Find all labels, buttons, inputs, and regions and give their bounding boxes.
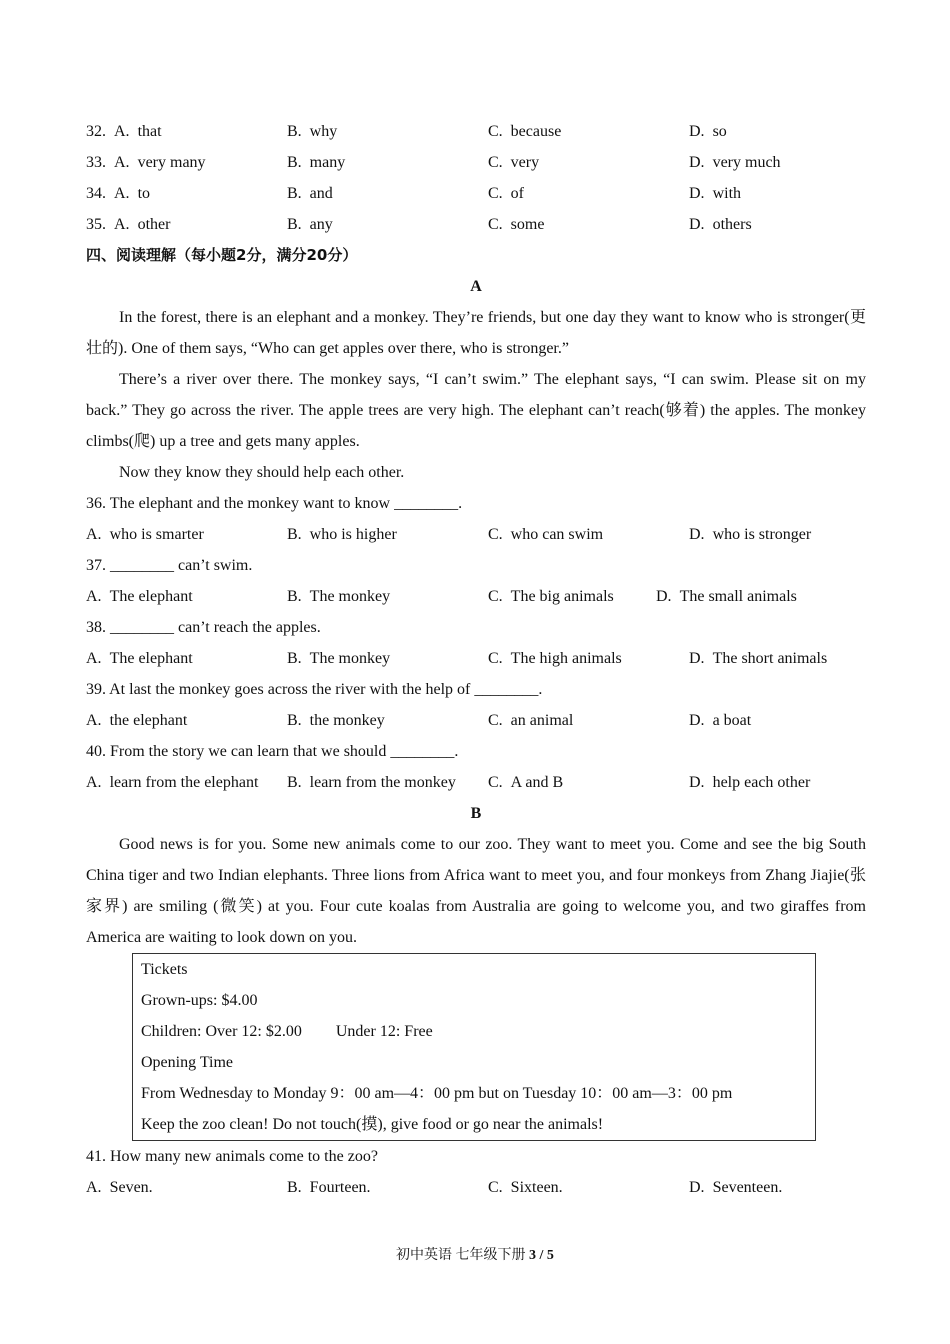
question-40-stem: 40. From the story we can learn that we should ________. bbox=[86, 743, 459, 760]
opening-time-heading: Opening Time bbox=[141, 1054, 234, 1071]
option-d: D. The short animals bbox=[689, 650, 828, 667]
option-a: 32. A. that bbox=[86, 123, 162, 140]
question-37-options bbox=[86, 581, 866, 612]
page-number: 3 / 5 bbox=[529, 1248, 554, 1263]
passage-a-paragraph-3: Now they know they should help each other. bbox=[119, 464, 405, 481]
zoo-rules: Keep the zoo clean! Do not touch(摸), give food or go near the animals! bbox=[141, 1116, 604, 1133]
option-d: D. Seventeen. bbox=[689, 1179, 783, 1196]
question-35 bbox=[86, 209, 866, 240]
option-a: 34. A. to bbox=[86, 185, 151, 202]
option-b: B. and bbox=[287, 185, 333, 202]
option-a: A. the elephant bbox=[86, 712, 188, 729]
question-40-options bbox=[86, 767, 866, 798]
option-c: C. who can swim bbox=[488, 526, 604, 543]
option-c: C. because bbox=[488, 123, 562, 140]
option-d: D. help each other bbox=[689, 774, 811, 791]
option-a: A. learn from the elephant bbox=[86, 774, 259, 791]
option-b: B. learn from the monkey bbox=[287, 774, 456, 791]
option-b: B. The monkey bbox=[287, 650, 391, 667]
question-39-stem: 39. At last the monkey goes across the river with the help of ________. bbox=[86, 681, 543, 698]
passage-b-paragraph-1: Good news is for you. Some new animals come to our zoo. They want to meet you. Come and see the big South China tiger and two Indian elephants. Three lions from Africa want to meet you, and four monkeys from Zhang Jiajie(张家界) are smiling (微笑) at you. Four cute koalas from Australia are going to welcome you, and two giraffes from America are waiting to look down on you. bbox=[86, 836, 866, 946]
option-a: 33. A. very many bbox=[86, 154, 206, 171]
option-a: A. The elephant bbox=[86, 588, 193, 605]
question-32 bbox=[86, 116, 866, 147]
question-41-options bbox=[86, 1172, 866, 1203]
section-title: 四、阅读理解（每小题2分，满分20分） bbox=[86, 246, 358, 264]
option-a: A. Seven. bbox=[86, 1179, 153, 1196]
question-39-options bbox=[86, 705, 866, 736]
option-a: A. who is smarter bbox=[86, 526, 204, 543]
option-d: D. with bbox=[689, 185, 742, 202]
question-36-options bbox=[86, 519, 866, 550]
option-d: D. who is stronger bbox=[689, 526, 812, 543]
option-b: B. Fourteen. bbox=[287, 1179, 371, 1196]
question-38-options bbox=[86, 643, 866, 674]
page-footer bbox=[0, 1244, 950, 1264]
opening-hours: From Wednesday to Monday 9：00 am—4：00 pm but on Tuesday 10：00 am—3：00 pm bbox=[141, 1085, 733, 1102]
option-c: C. Sixteen. bbox=[488, 1179, 563, 1196]
option-d: D. a boat bbox=[689, 712, 752, 729]
question-36-stem: 36. The elephant and the monkey want to know ________. bbox=[86, 495, 463, 512]
option-d: D. so bbox=[689, 123, 727, 140]
question-33 bbox=[86, 147, 866, 178]
passage-a-paragraph-1: In the forest, there is an elephant and a monkey. They’re friends, but one day they want to know who is stronger(更壮的). One of them says, “Who can get apples over there, who is stronger.” bbox=[86, 309, 867, 357]
ticket-info-box bbox=[132, 953, 816, 1141]
option-b: B. who is higher bbox=[287, 526, 397, 543]
option-c: C. some bbox=[488, 216, 545, 233]
option-d: D. others bbox=[689, 216, 752, 233]
option-b: B. any bbox=[287, 216, 333, 233]
option-b: B. why bbox=[287, 123, 338, 140]
footer-title: 初中英语 七年级下册 bbox=[396, 1248, 530, 1263]
option-a: 35. A. other bbox=[86, 216, 171, 233]
question-34 bbox=[86, 178, 866, 209]
passage-a-paragraph-2: There’s a river over there. The monkey says, “I can’t swim.” The elephant says, “I can swim. Please sit on my back.” They go across the river. The apple trees are very high. The elephant can’t reach(够着) the apples. The monkey climbs(爬) up a tree and gets many apples. bbox=[86, 371, 866, 450]
grown-ups-price: Grown-ups: $4.00 bbox=[141, 992, 258, 1009]
option-a: A. The elephant bbox=[86, 650, 193, 667]
option-c: C. The big animals bbox=[488, 588, 614, 605]
option-d: D. very much bbox=[689, 154, 781, 171]
question-41-stem: 41. How many new animals come to the zoo? bbox=[86, 1148, 378, 1165]
option-c: C. very bbox=[488, 154, 540, 171]
tickets-heading: Tickets bbox=[141, 961, 188, 978]
option-b: B. many bbox=[287, 154, 346, 171]
ticket-box-wrapper bbox=[86, 953, 866, 1141]
option-c: C. of bbox=[488, 185, 524, 202]
question-37-stem: 37. ________ can’t swim. bbox=[86, 557, 253, 574]
passage-a-label: A bbox=[470, 278, 482, 295]
option-b: B. the monkey bbox=[287, 712, 385, 729]
option-b: B. The monkey bbox=[287, 588, 391, 605]
exam-page bbox=[86, 116, 866, 1203]
children-price: Children: Over 12: $2.00 Under 12: Free bbox=[141, 1023, 433, 1040]
question-38-stem: 38. ________ can’t reach the apples. bbox=[86, 619, 321, 636]
option-d: D. The small animals bbox=[656, 588, 797, 605]
option-c: C. A and B bbox=[488, 774, 564, 791]
option-c: C. an animal bbox=[488, 712, 574, 729]
option-c: C. The high animals bbox=[488, 650, 622, 667]
passage-b-label: B bbox=[470, 805, 482, 822]
